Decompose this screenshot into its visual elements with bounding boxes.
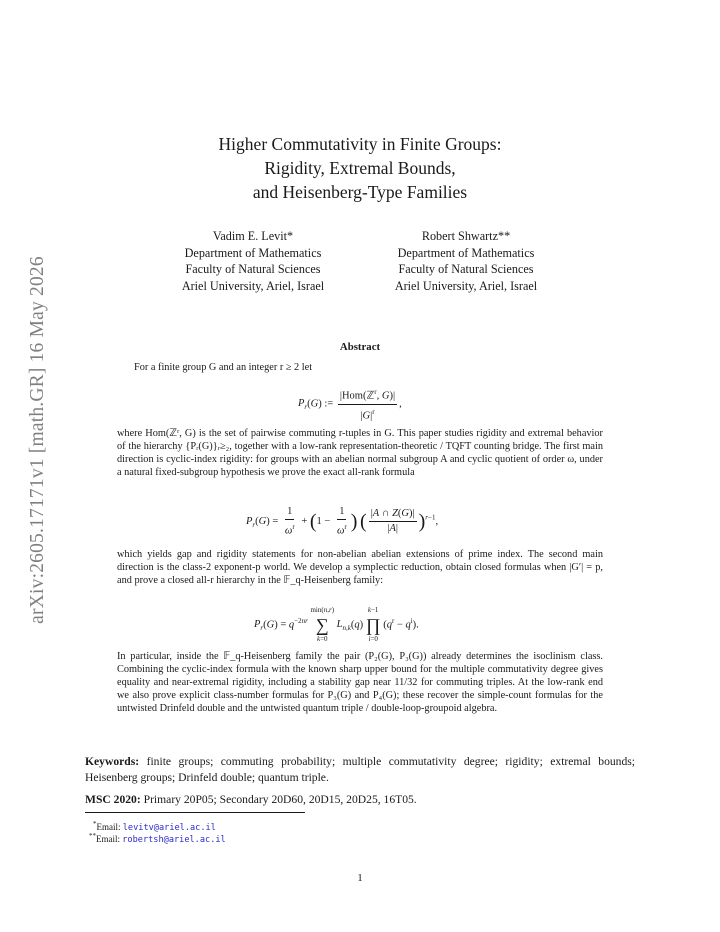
abstract-paragraph-3: In particular, inside the 𝔽_q-Heisenberg family the pair (P₂(G), P₃(G)) already determines the isoclinism class. Combining the cyclic-index formula with the known sharp upper bound for the multiple commutativity degree gives equality and near-extremal rigidity, including a stability gap near 11/32 for commuting triples. At the low-rank end we also prove explicit class-number formulas for P₃(G) and P₄(G); these recover the simple-count formulas for the untwisted Drinfeld double and the untwisted quantum triple / double-loop-groupoid algebra. bbox=[117, 651, 603, 714]
abstract-intro: For a finite group G and an integer r ≥ 2 let bbox=[134, 362, 313, 373]
footnote-mark: ** bbox=[89, 832, 96, 840]
equation-1: $P_r(G)$ := $\frac{|Hom(ℤ^r, G)|}{|G|^r}$ , bbox=[298, 388, 402, 421]
equation-3: $P_r(G) = q^{-2nr}$ min(n,r) ∑ k=0 $L_{n,k}(q)$ k−1 ∏ i=0 $(q^r - q^i)$. bbox=[254, 606, 419, 643]
msc-classification bbox=[85, 792, 635, 808]
author-name: Robert Shwartz** bbox=[421, 229, 511, 243]
page-number: 1 bbox=[357, 872, 363, 884]
title-line-3: and Heisenberg-Type Families bbox=[252, 182, 468, 202]
footnote-2 bbox=[89, 830, 226, 846]
author-faculty: Faculty of Natural Sciences bbox=[398, 262, 534, 276]
arxiv-stamp-text: arXiv:2605.17171v1 [math.GR] 16 May 2026 bbox=[27, 256, 48, 624]
paper-title bbox=[0, 132, 720, 204]
author-department: Department of Mathematics bbox=[184, 245, 322, 260]
author-faculty: Faculty of Natural Sciences bbox=[185, 262, 321, 276]
footnote-label: Email: bbox=[96, 822, 123, 832]
footnote-mark: * bbox=[93, 820, 97, 828]
author-department: Department of Mathematics bbox=[397, 245, 535, 260]
title-line-2: Rigidity, Extremal Bounds, bbox=[264, 158, 456, 178]
email-link[interactable]: robertsh@ariel.ac.il bbox=[122, 835, 226, 845]
abstract-paragraph-1: where Hom(ℤʳ, G) is the set of pairwise commuting r-tuples in G. This paper studies rigidity and extremal behavior of the hierarchy {Pᵣ(G)}ᵣ≥₂, together with a low-rank representation-theoretic / TQFT counting bridge. The first main direction is cyclic-index rigidity: for groups with an abelian normal subgroup A and cyclic quotient of order ω, under a natural fixed-subgroup hypothesis we prove the exact all-rank formula bbox=[117, 428, 603, 478]
keywords-label: Keywords: bbox=[85, 755, 140, 768]
msc-label: MSC 2020: bbox=[85, 793, 141, 806]
equation-2: $P_r(G)$ = $\frac{1}{\omega^r}$ + (1 − $\frac{1}{\omega^r}$ ) ( $\frac{|A \cap Z(G)|}{|A|}$ )$^{r-1}$, bbox=[246, 506, 439, 537]
abstract-heading: Abstract bbox=[339, 341, 381, 353]
author-university: Ariel University, Ariel, Israel bbox=[394, 278, 538, 293]
author-block-1 bbox=[150, 228, 356, 294]
footnote-label: Email: bbox=[96, 834, 123, 844]
msc-text: Primary 20P05; Secondary 20D60, 20D15, 20D25, 16T05. bbox=[143, 793, 417, 806]
email-link[interactable]: levitv@ariel.ac.il bbox=[122, 823, 216, 833]
arxiv-stamp bbox=[18, 220, 58, 660]
abstract-paragraph-2: which yields gap and rigidity statements for non-abelian abelian extensions of prime index. The second main direction is the class-2 exponent-p world. We develop a symplectic reduction, obtain closed formulas when |G′| = p, and prove a closed all-r hierarchy in the 𝔽_q-Heisenberg family: bbox=[117, 549, 603, 586]
footnote-rule bbox=[85, 812, 305, 813]
keywords bbox=[85, 754, 635, 786]
author-block-2 bbox=[366, 228, 566, 294]
title-line-1: Higher Commutativity in Finite Groups: bbox=[218, 134, 502, 154]
keywords-text: finite groups; commuting probability; multiple commutativity degree; rigidity; extremal bounds; Heisenberg groups; Drinfeld double; quantum triple. bbox=[85, 755, 636, 784]
author-university: Ariel University, Ariel, Israel bbox=[181, 278, 325, 293]
author-name: Vadim E. Levit* bbox=[212, 229, 294, 243]
